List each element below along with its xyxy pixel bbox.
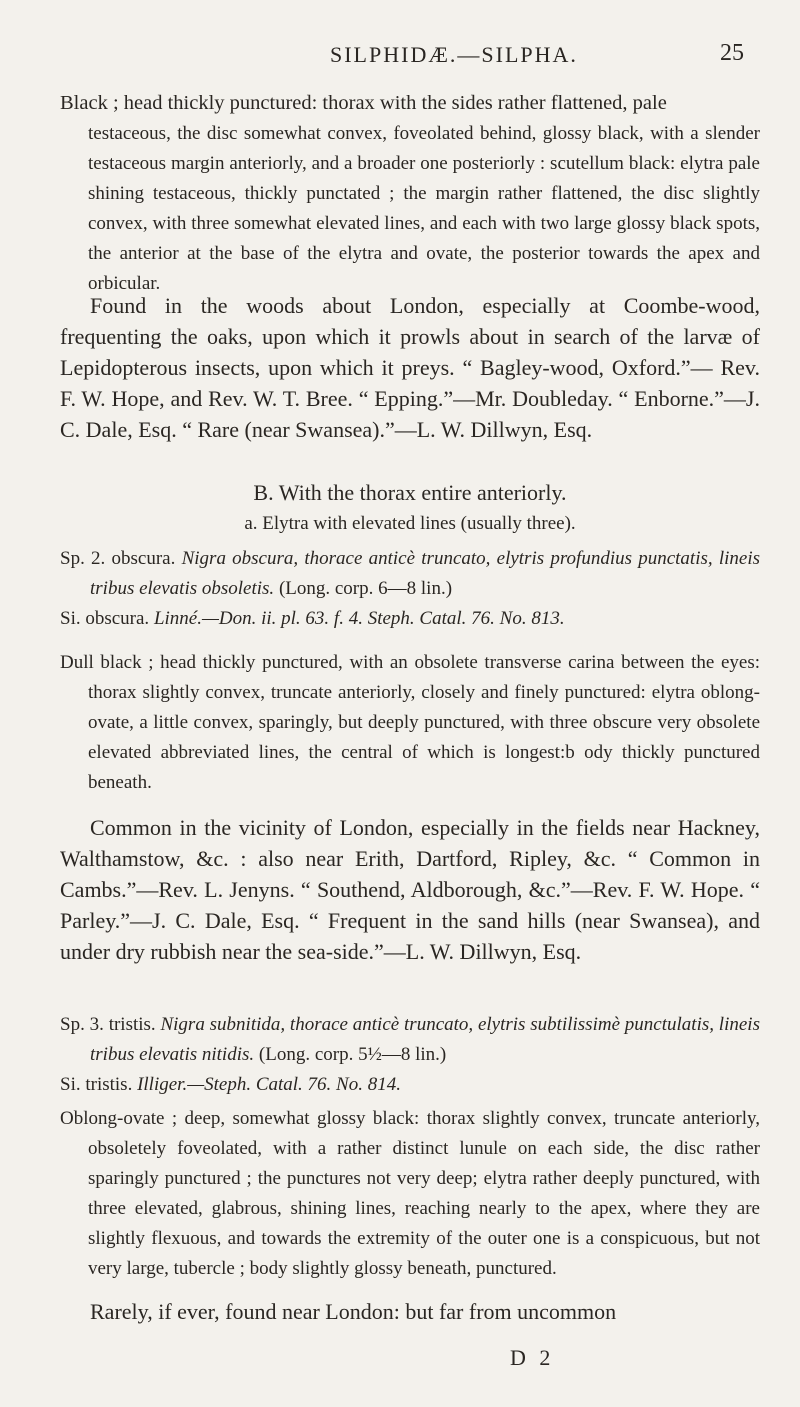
species-3-synonymy [60,1070,760,1100]
species-3-size: (Long. corp. 5½—8 lin.) [258,1044,447,1065]
section-heading-a [60,510,760,538]
signature-mark: D 2 [510,1345,555,1370]
species-3-habitat: Rarely, if ever, found near London: but far from uncommon [90,1299,617,1324]
section-heading-b [60,478,760,508]
species-2-synonym-name: Si. obscura. [60,608,150,629]
section-a-title: a. Elytra with elevated lines (usually three). [244,513,576,534]
species-2-diagnosis [60,544,760,604]
running-head: SILPHIDÆ.—SILPHA. [330,42,578,67]
species-3-synonym-ref: Illiger.—Steph. Catal. 76. No. 814. [137,1074,401,1095]
intro-description [60,88,760,299]
section-b-title: B. With the thorax entire anteriorly. [253,480,567,505]
species-2-latin: Nigra obscura, thorace anticè truncato, elytris profundius punctatis, lineis tribus elevatis obsoletis. [90,548,761,599]
species-3-synonym-name: Si. tristis. [60,1074,133,1095]
intro-description-first-line: Black ; head thickly punctured: thorax with the sides rather flattened, pale [60,92,667,114]
species-2-synonym-ref: Linné.—Don. ii. pl. 63. f. 4. [153,608,363,629]
species-2-entry [60,544,760,967]
page-number: 25 [720,40,744,66]
intro-description-rest: testaceous, the disc somewhat convex, foveolated behind, glossy black, with a slender testaceous margin anteriorly, and a broader one posteriorly : scutellum black: elytra pale shining testaceous, thickly punctated ; the margin rather flattened, the disc slightly convex, with three somewhat elevated lines, and each with two large glossy black spots, the anterior at the base of the elytra and ovate, the posterior towards the apex and orbicular. [88,123,760,294]
species-2-habitat: Common in the vicinity of London, especially in the fields near Hackney, Walthamstow, &c. : also near Erith, Dartford, Ripley, &c. “ Common in Cambs.”—Rev. L. Jenyns. “ Southend, Aldborough, &c.”—Rev. F. W. Hope. “ Parley.”—J. C. Dale, Esq. “ Frequent in the sand hills (near Swansea), and under dry rubbish near the sea-side.”—L. W. Dillwyn, Esq. [60,815,760,964]
species-2-description: Dull black ; head thickly punctured, with an obsolete transverse carina between the eyes: thorax slightly convex, truncate anteriorly, closely and finely punctured: elytra oblong-ovate, a little convex, sparingly, but deeply punctured, with three obscure very obsolete elevated abbreviated lines, the central of which is longest:b ody thickly punctured beneath. [60,652,760,793]
species-3-description: Oblong-ovate ; deep, somewhat glossy black: thorax slightly convex, truncate anteriorly, obsoletely foveolated, with a rather distinct lunule on each side, the disc rather sparingly punctured ; the punctures not very deep; elytra rather deeply punctured, with three elevated, glabrous, shining lines, reaching nearly to the apex, where they are slightly flexuous, and towards the extremity of the outer one is a conspicuous, but not very large, tubercle ; body slightly glossy beneath, punctured. [60,1108,760,1279]
species-3-head: Sp. 3. tristis. [60,1014,156,1035]
species-3-entry [60,1010,760,1327]
intro-description-block [60,88,760,299]
species-2-synonymy [60,604,760,634]
species-2-size: (Long. corp. 6—8 lin.) [278,578,453,599]
species-3-latin: Nigra subnitida, thorace anticè truncato, elytris subtilissimè punctulatis, lineis tribus elevatis nitidis. [90,1014,760,1065]
species-2-head: Sp. 2. obscura. [60,548,176,569]
species-2-synonym-cat: Steph. Catal. 76. No. 813. [367,608,565,629]
intro-habitat: Found in the woods about London, especially at Coombe-wood, frequenting the oaks, upon which it prowls about in search of the larvæ of Lepidopterous insects, upon which it preys. “ Bagley-wood, Oxford.”— Rev. F. W. Hope, and Rev. W. T. Bree. “ Epping.”—Mr. Doubleday. “ Enborne.”—J. C. Dale, Esq. “ Rare (near Swansea).”—L. W. Dillwyn, Esq. [60,293,760,442]
species-3-diagnosis [60,1010,760,1070]
page-header [0,42,800,72]
intro-habitat-block [60,290,760,445]
